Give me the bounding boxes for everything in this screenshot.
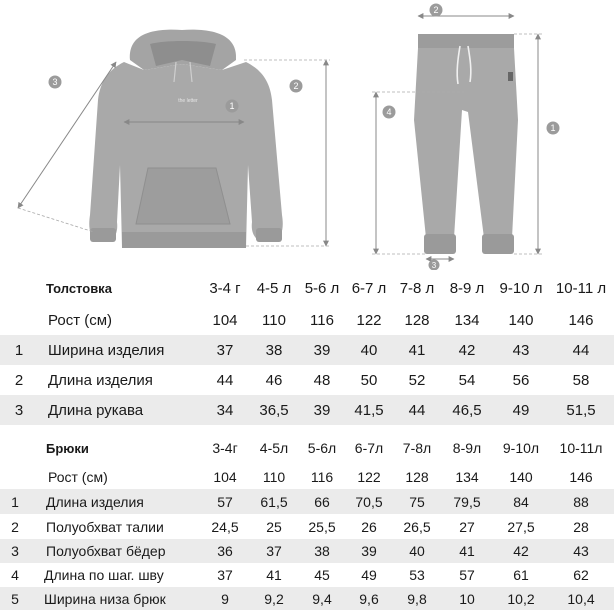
table-row xyxy=(0,587,614,610)
table-row xyxy=(0,464,614,490)
row-value: 79,5 xyxy=(453,493,481,510)
table-header-row xyxy=(0,435,614,461)
size-header: 9-10л xyxy=(502,440,540,456)
row-value: 62 xyxy=(573,567,589,583)
row-value: 134 xyxy=(454,311,480,329)
row-value: 38 xyxy=(314,543,330,559)
pants-illustration xyxy=(372,4,560,271)
row-value: 110 xyxy=(262,469,286,485)
size-header: 8-9 л xyxy=(449,279,485,297)
row-index xyxy=(8,305,30,335)
size-header: 10-11л xyxy=(559,440,603,456)
row-value: 46,5 xyxy=(452,401,482,419)
size-header: 3-4 г xyxy=(209,279,241,297)
row-index: 1 xyxy=(14,341,24,359)
row-value: 39 xyxy=(313,401,331,419)
table-row xyxy=(0,335,614,365)
row-label: Рост (см) xyxy=(48,469,108,485)
row-value: 26,5 xyxy=(403,518,431,535)
row-value: 28 xyxy=(573,518,589,535)
row-value: 122 xyxy=(356,311,382,329)
row-value: 104 xyxy=(212,311,238,329)
size-header: 9-10 л xyxy=(499,279,543,297)
row-index: 2 xyxy=(11,518,19,535)
hoodie-badge-1: 1 xyxy=(229,101,235,111)
row-label: Полуобхват бёдер xyxy=(46,543,166,559)
row-value: 36 xyxy=(217,543,233,559)
hoodie-print-text: the letter xyxy=(178,98,198,104)
row-value: 39 xyxy=(361,543,377,559)
row-value: 37 xyxy=(217,567,233,583)
size-header: 4-5л xyxy=(259,440,289,456)
row-value: 146 xyxy=(569,469,593,485)
pants-badge-2: 2 xyxy=(433,5,439,15)
pants-badge-3: 3 xyxy=(431,261,437,270)
row-value: 146 xyxy=(568,311,594,329)
row-value: 24,5 xyxy=(211,518,239,535)
row-value: 75 xyxy=(409,493,425,510)
row-value: 9 xyxy=(221,590,229,607)
size-header: 8-9л xyxy=(452,440,482,456)
row-value: 27 xyxy=(459,518,475,535)
size-header: 6-7 л xyxy=(351,279,387,297)
row-label: Длина по шаг. шву xyxy=(44,567,164,583)
row-value: 26 xyxy=(361,518,377,535)
size-header: 7-8л xyxy=(402,440,432,456)
row-index: 4 xyxy=(11,567,19,583)
row-value: 40 xyxy=(360,341,378,359)
row-value: 38 xyxy=(265,341,283,359)
row-value: 25 xyxy=(266,518,282,535)
row-value: 9,8 xyxy=(407,590,427,607)
row-value: 42 xyxy=(458,341,476,359)
row-value: 42 xyxy=(513,543,529,559)
row-value: 10,2 xyxy=(507,590,535,607)
row-value: 61 xyxy=(513,567,529,583)
size-header: 4-5 л xyxy=(256,279,292,297)
row-value: 56 xyxy=(512,371,530,389)
row-value: 140 xyxy=(508,311,534,329)
row-value: 58 xyxy=(572,371,590,389)
row-value: 39 xyxy=(313,341,331,359)
row-label: Длина рукава xyxy=(48,401,144,419)
size-header: 3-4г xyxy=(212,440,238,456)
row-value: 41 xyxy=(459,543,475,559)
table-row xyxy=(0,489,614,514)
row-index: 5 xyxy=(11,590,19,607)
row-value: 104 xyxy=(213,469,237,485)
row-value: 36,5 xyxy=(259,401,289,419)
row-value: 44 xyxy=(408,401,426,419)
pants-badge-4: 4 xyxy=(386,107,392,117)
row-value: 128 xyxy=(405,469,429,485)
row-value: 49 xyxy=(512,401,530,419)
row-value: 84 xyxy=(513,493,529,510)
row-value: 25,5 xyxy=(308,518,336,535)
row-value: 41,5 xyxy=(354,401,384,419)
row-value: 49 xyxy=(361,567,377,583)
row-value: 10,4 xyxy=(567,590,595,607)
row-value: 116 xyxy=(310,469,334,485)
size-header: 5-6л xyxy=(307,440,337,456)
size-header: 7-8 л xyxy=(399,279,435,297)
row-value: 9,2 xyxy=(264,590,284,607)
size-header: 6-7л xyxy=(354,440,384,456)
table-title: Толстовка xyxy=(46,280,112,296)
row-label: Ширина изделия xyxy=(48,341,165,359)
table-row xyxy=(0,563,614,587)
size-illustration xyxy=(0,0,614,270)
row-label: Ширина низа брюк xyxy=(44,590,166,607)
row-value: 116 xyxy=(310,311,334,329)
row-value: 57 xyxy=(217,493,233,510)
row-value: 50 xyxy=(360,371,378,389)
row-value: 110 xyxy=(262,311,286,329)
row-value: 52 xyxy=(408,371,426,389)
pants-badge-1: 1 xyxy=(550,123,556,133)
row-label: Длина изделия xyxy=(48,371,153,389)
row-value: 88 xyxy=(573,493,589,510)
hoodie-badge-2: 2 xyxy=(293,81,299,91)
row-label: Рост (см) xyxy=(48,311,113,329)
table-title: Брюки xyxy=(46,440,89,456)
row-value: 134 xyxy=(455,469,479,485)
row-value: 9,4 xyxy=(312,590,332,607)
row-value: 44 xyxy=(216,371,234,389)
row-value: 51,5 xyxy=(566,401,596,419)
row-value: 41 xyxy=(408,341,426,359)
row-value: 128 xyxy=(404,311,430,329)
row-index: 3 xyxy=(11,543,19,559)
table-row xyxy=(0,539,614,563)
row-value: 34 xyxy=(216,401,234,419)
row-value: 9,6 xyxy=(359,590,379,607)
row-label: Полуобхват талии xyxy=(46,518,164,535)
row-value: 122 xyxy=(357,469,381,485)
table-row xyxy=(0,514,614,539)
row-value: 53 xyxy=(409,567,425,583)
row-value: 61,5 xyxy=(260,493,288,510)
row-value: 27,5 xyxy=(507,518,535,535)
row-value: 37 xyxy=(216,341,234,359)
row-value: 54 xyxy=(458,371,476,389)
table-row xyxy=(0,365,614,395)
row-value: 41 xyxy=(266,567,282,583)
hoodie-badge-3: 3 xyxy=(52,77,58,87)
row-value: 66 xyxy=(314,493,330,510)
row-value: 10 xyxy=(459,590,475,607)
table-header-row xyxy=(0,273,614,303)
table-row xyxy=(0,305,614,335)
row-value: 37 xyxy=(266,543,282,559)
row-value: 45 xyxy=(314,567,330,583)
row-value: 70,5 xyxy=(355,493,383,510)
size-header: 5-6 л xyxy=(304,279,340,297)
row-value: 48 xyxy=(313,371,331,389)
row-label: Длина изделия xyxy=(46,493,144,510)
row-index: 2 xyxy=(14,371,24,389)
row-value: 40 xyxy=(409,543,425,559)
row-value: 140 xyxy=(509,469,533,485)
row-value: 57 xyxy=(459,567,475,583)
row-value: 43 xyxy=(573,543,589,559)
row-value: 44 xyxy=(572,341,590,359)
row-value: 43 xyxy=(512,341,530,359)
table-row xyxy=(0,395,614,425)
row-value: 46 xyxy=(265,371,283,389)
row-index: 1 xyxy=(11,493,19,510)
row-index: 3 xyxy=(14,401,24,419)
size-header: 10-11 л xyxy=(555,279,607,297)
hoodie-illustration xyxy=(18,30,330,248)
row-index xyxy=(4,464,26,490)
